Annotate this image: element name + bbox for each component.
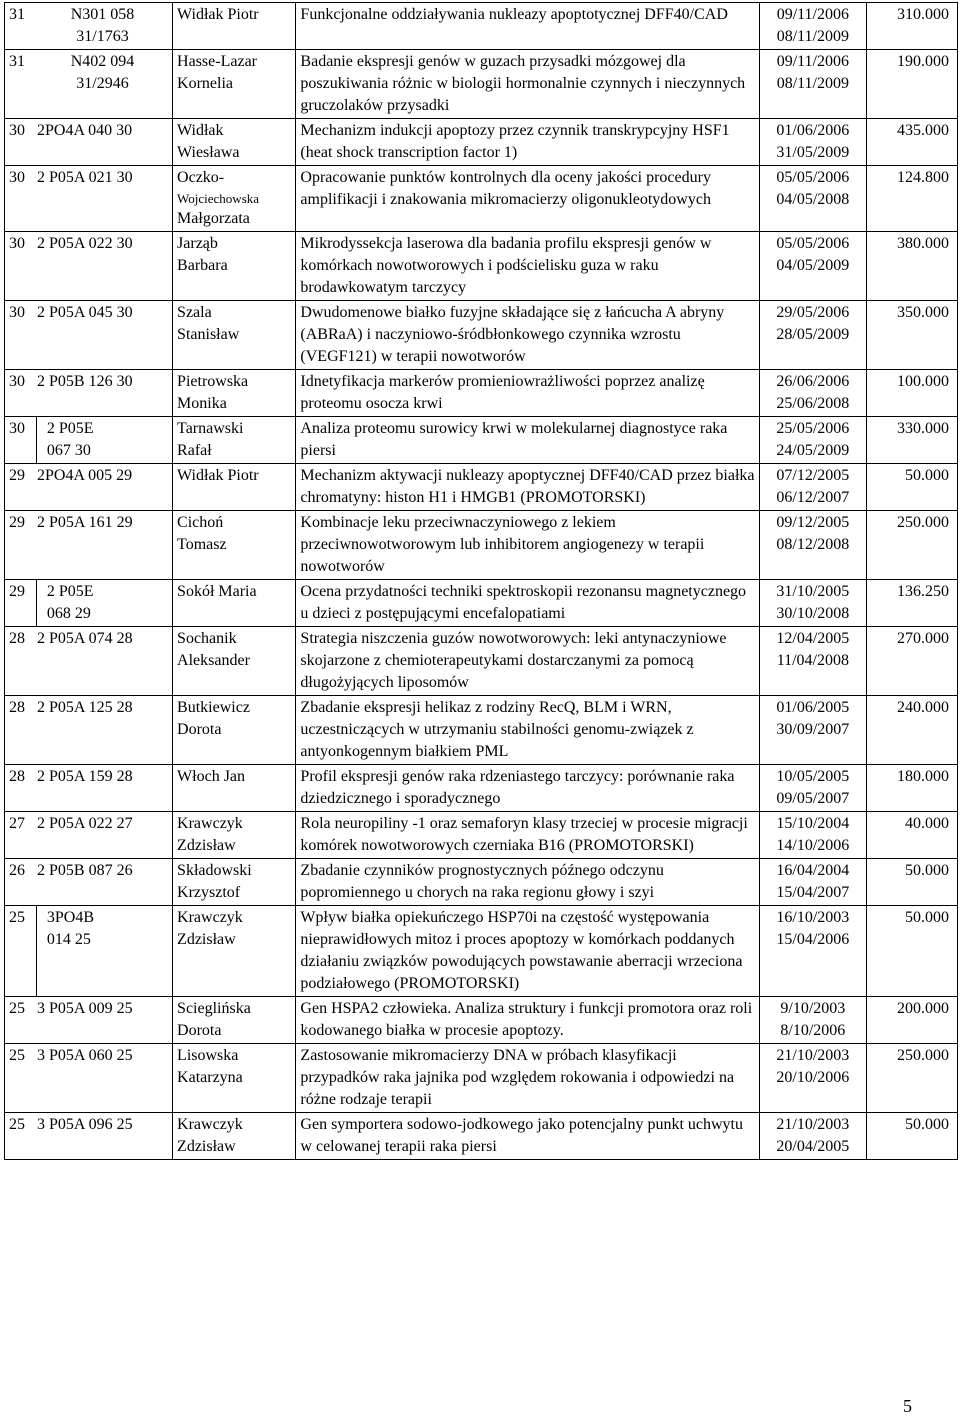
grant-id-group [9, 302, 168, 324]
manager-cell [173, 166, 296, 232]
project-dates: 16/10/2003 15/04/2006 [776, 909, 850, 948]
project-dates: 21/10/2003 20/10/2006 [776, 1047, 850, 1086]
project-title-cell [296, 696, 760, 765]
manager-name-line: Krawczyk [177, 909, 243, 926]
manager-name-line: Katarzyna [177, 1069, 243, 1086]
grant-amount: 240.000 [897, 699, 949, 716]
grant-number-cell [5, 1113, 173, 1160]
manager-name-line: Krawczyk [177, 815, 243, 832]
manager-name-line: Scieglińska [177, 1000, 251, 1017]
manager-name-line: Zdzisław [177, 1138, 236, 1155]
grant-amount: 435.000 [897, 122, 949, 139]
project-title: Zastosowanie mikromacierzy DNA w próbach klasyfikacji przypadków raka jajnika pod względem rokowania i odpowiedzi na różne rodzaje terapii [300, 1047, 735, 1108]
grant-amount: 50.000 [905, 467, 949, 484]
grant-number: 2 P05A 161 29 [37, 514, 133, 531]
manager-cell [173, 906, 296, 997]
project-title-cell [296, 859, 760, 906]
dates-cell [760, 580, 866, 627]
manager-cell [173, 3, 296, 50]
project-title: Opracowanie punktów kontrolnych dla oceny jakości procedury amplifikacji i znakowania mikromacierzy oligonukleotydowych [300, 169, 711, 208]
manager-cell [173, 580, 296, 627]
manager-name-line: Tomasz [177, 536, 227, 553]
amount-cell [866, 3, 957, 50]
grant-amount: 180.000 [897, 768, 949, 785]
project-dates: 29/05/2006 28/05/2009 [776, 304, 850, 343]
amount-cell [866, 511, 957, 580]
dates-cell [760, 812, 866, 859]
grant-number-cell [5, 166, 173, 232]
dates-cell [760, 301, 866, 370]
grant-amount: 50.000 [905, 909, 949, 926]
amount-cell [866, 119, 957, 166]
manager-name-line: Tarnawski [177, 420, 244, 437]
grant-row [5, 1113, 958, 1160]
project-title: Wpływ białka opiekuńczego HSP70i na częstość występowania nieprawidłowych mitoz i proces apoptozy w komórkach poddanych działaniu związków powodujących powstawanie aberracji wrzeciona podziałowego (PROMOTORSKI) [300, 909, 743, 992]
manager-cell [173, 511, 296, 580]
project-dates: 05/05/2006 04/05/2009 [776, 235, 850, 274]
manager-name-line: Aleksander [177, 652, 250, 669]
amount-cell [866, 417, 957, 464]
grant-id-group [9, 233, 168, 255]
category-number: 30 [9, 304, 25, 321]
manager-name-line: Wiesława [177, 144, 240, 161]
grant-number: 2 P05A 159 28 [37, 768, 133, 785]
dates-cell [760, 765, 866, 812]
dates-cell [760, 232, 866, 301]
grant-row [5, 765, 958, 812]
manager-name-line: Małgorzata [177, 210, 250, 227]
amount-cell [866, 906, 957, 997]
grant-id-group [9, 1114, 168, 1136]
project-title-cell [296, 417, 760, 464]
amount-cell [866, 812, 957, 859]
manager-name-line: Butkiewicz [177, 699, 250, 716]
project-title: Dwudomenowe białko fuzyjne składające się z łańcucha A abryny (ABRaA) i naczyniowo-śródbłonkowego czynnika wzrostu (VEGF121) w terapii nowotworów [300, 304, 725, 365]
amount-cell [866, 370, 957, 417]
grant-amount: 100.000 [897, 373, 949, 390]
grant-row [5, 1044, 958, 1113]
grant-row [5, 370, 958, 417]
category-number: 29 [9, 514, 25, 531]
amount-cell [866, 765, 957, 812]
grant-id-group [9, 120, 168, 142]
grant-id-group [9, 4, 168, 48]
category-number: 30 [9, 420, 25, 437]
project-dates: 10/05/2005 09/05/2007 [776, 768, 850, 807]
manager-name-line: Oczko- [177, 169, 225, 186]
category-number: 30 [9, 373, 25, 390]
grant-row [5, 417, 958, 464]
grant-number-cell [5, 997, 173, 1044]
manager-cell [173, 232, 296, 301]
grant-row [5, 859, 958, 906]
grant-amount: 250.000 [897, 514, 949, 531]
grant-id-group [9, 512, 168, 534]
grant-id-group [9, 1045, 168, 1067]
grant-amount: 190.000 [897, 53, 949, 70]
grant-id-group [9, 51, 168, 95]
project-title-cell [296, 906, 760, 997]
category-number: 25 [9, 1000, 25, 1017]
project-title: Strategia niszczenia guzów nowotworowych: leki antynaczyniowe skojarzone z chemioterapeutykami dostarczanymi za pomocą długożyjących liposomów [300, 630, 727, 691]
amount-cell [866, 1113, 957, 1160]
project-title-cell [296, 232, 760, 301]
grant-number: 2 P05A 074 28 [37, 630, 133, 647]
manager-name-line: Hasse-Lazar [177, 53, 257, 70]
dates-cell [760, 627, 866, 696]
project-title: Rola neuropiliny -1 oraz semaforyn klasy trzeciej w procesie migracji komórek nowotworowych czerniaka B16 (PROMOTORSKI) [300, 815, 748, 854]
grant-number-cell [5, 50, 173, 119]
manager-cell [173, 997, 296, 1044]
grant-number-cell [5, 119, 173, 166]
grant-number-cell [36, 417, 172, 464]
manager-name-line: Zdzisław [177, 931, 236, 948]
grant-number: 3 P05A 060 25 [37, 1047, 133, 1064]
grant-row [5, 119, 958, 166]
dates-cell [760, 511, 866, 580]
manager-name-line: Widłak Piotr [177, 6, 259, 23]
project-title: Ocena przydatności techniki spektroskopii rezonansu magnetycznego u dzieci z postępującymi encefalopatiami [300, 583, 747, 622]
grant-number: 2 P05E 067 30 [46, 420, 94, 459]
project-dates: 07/12/2005 06/12/2007 [776, 467, 850, 506]
project-title: Badanie ekspresji genów w guzach przysadki mózgowej dla poszukiwania różnic w biologii hormonalnie czynnych i nieczynnych gruczolaków przysadki [300, 53, 746, 114]
amount-cell [866, 166, 957, 232]
grant-row [5, 232, 958, 301]
manager-cell [173, 417, 296, 464]
grant-number: 2 P05A 125 28 [37, 699, 133, 716]
manager-name-line: Włoch Jan [177, 768, 246, 785]
manager-name-line: Sochanik [177, 630, 237, 647]
project-title: Analiza proteomu surowicy krwi w molekularnej diagnostyce raka piersi [300, 420, 728, 459]
grant-number: N402 094 31/2946 [70, 53, 135, 92]
project-dates: 12/04/2005 11/04/2008 [776, 630, 850, 669]
amount-cell [866, 859, 957, 906]
project-title-cell [296, 627, 760, 696]
manager-name-line: Kornelia [177, 75, 234, 92]
manager-name-line: Krzysztof [177, 884, 241, 901]
project-title: Profil ekspresji genów raka rdzeniastego tarczycy: porównanie raka dziedzicznego i sporadycznego [300, 768, 735, 807]
grant-amount: 136.250 [897, 583, 949, 600]
category-number: 28 [9, 768, 25, 785]
manager-name-line: Dorota [177, 721, 222, 738]
grant-row [5, 627, 958, 696]
grant-number-cell [5, 232, 173, 301]
project-title-cell [296, 1044, 760, 1113]
manager-name-line: Pietrowska [177, 373, 249, 390]
grant-number-cell [5, 301, 173, 370]
grant-amount: 330.000 [897, 420, 949, 437]
project-dates: 05/05/2006 04/05/2008 [776, 169, 850, 208]
category-number: 27 [9, 815, 25, 832]
amount-cell [866, 232, 957, 301]
project-dates: 21/10/2003 20/04/2005 [776, 1116, 850, 1155]
grant-row [5, 50, 958, 119]
category-number: 28 [9, 630, 25, 647]
project-title-cell [296, 50, 760, 119]
grant-id-group [9, 465, 168, 487]
grant-id-group [9, 860, 168, 882]
category-number: 30 [9, 235, 25, 252]
grant-row [5, 301, 958, 370]
manager-name-line: Widłak Piotr [177, 467, 259, 484]
grant-id-group [9, 813, 168, 835]
category-cell [5, 417, 37, 464]
grant-row [5, 166, 958, 232]
project-title: Gen HSPA2 człowieka. Analiza struktury i funkcji promotora oraz roli kodowanego białka w procesie apoptozy. [300, 1000, 753, 1039]
category-number: 28 [9, 699, 25, 716]
grant-number: N301 058 31/1763 [70, 6, 135, 45]
grant-number: 2 P05B 087 26 [37, 862, 133, 879]
category-number: 31 [9, 53, 25, 70]
grant-id-group [9, 697, 168, 719]
grant-number-cell [36, 906, 172, 997]
grant-number-cell [5, 765, 173, 812]
project-dates: 09/12/2005 08/12/2008 [776, 514, 850, 553]
manager-name-line: Zdzisław [177, 837, 236, 854]
dates-cell [760, 696, 866, 765]
grant-number: 2 P05A 045 30 [37, 304, 133, 321]
grant-id-group [9, 167, 168, 189]
grant-amount: 50.000 [905, 1116, 949, 1133]
project-title: Funkcjonalne oddziaływania nukleazy apoptotycznej DFF40/CAD [300, 6, 728, 23]
manager-name-line: Dorota [177, 1022, 222, 1039]
project-title-cell [296, 464, 760, 511]
project-title-cell [296, 1113, 760, 1160]
category-number: 26 [9, 862, 25, 879]
grant-row [5, 580, 958, 627]
grant-id-group [9, 998, 168, 1020]
dates-cell [760, 50, 866, 119]
project-title-cell [296, 997, 760, 1044]
grant-number-cell [5, 1044, 173, 1113]
grant-number-cell [5, 370, 173, 417]
category-cell [5, 580, 37, 627]
category-number: 25 [9, 1116, 25, 1133]
manager-cell [173, 812, 296, 859]
dates-cell [760, 1113, 866, 1160]
project-title-cell [296, 580, 760, 627]
grants-table-body [5, 3, 958, 1160]
grant-number-cell [5, 627, 173, 696]
grant-number: 2PO4A 005 29 [37, 467, 133, 484]
project-dates: 09/11/2006 08/11/2009 [776, 53, 849, 92]
project-dates: 31/10/2005 30/10/2008 [776, 583, 850, 622]
manager-cell [173, 370, 296, 417]
grant-row [5, 812, 958, 859]
amount-cell [866, 997, 957, 1044]
manager-cell [173, 1044, 296, 1113]
dates-cell [760, 166, 866, 232]
project-title: Kombinacje leku przeciwnaczyniowego z lekiem przeciwnowotworowym lub inhibitorem angiogenezy w terapii nowotworów [300, 514, 705, 575]
project-title-cell [296, 765, 760, 812]
grant-number-cell [36, 580, 172, 627]
manager-cell [173, 859, 296, 906]
project-title: Gen symportera sodowo-jodkowego jako potencjalny punkt uchwytu w celowanej terapii raka piersi [300, 1116, 743, 1155]
grant-amount: 124.800 [897, 169, 949, 186]
dates-cell [760, 859, 866, 906]
grant-number-cell [5, 511, 173, 580]
manager-name-line: Wojciechowska [177, 191, 260, 206]
grant-amount: 270.000 [897, 630, 949, 647]
grant-number: 3 P05A 009 25 [37, 1000, 133, 1017]
grant-row [5, 696, 958, 765]
grant-id-group [9, 371, 168, 393]
manager-name-line: Szala [177, 304, 212, 321]
manager-cell [173, 1113, 296, 1160]
grant-number-cell [5, 859, 173, 906]
category-number: 30 [9, 122, 25, 139]
category-number: 29 [9, 467, 25, 484]
grant-row [5, 511, 958, 580]
grant-amount: 50.000 [905, 862, 949, 879]
grant-number: 2 P05A 021 30 [37, 169, 133, 186]
project-title-cell [296, 301, 760, 370]
project-title-cell [296, 3, 760, 50]
manager-name-line: Składowski [177, 862, 252, 879]
category-number: 25 [9, 909, 25, 926]
grant-row [5, 3, 958, 50]
grant-row [5, 906, 958, 997]
manager-name-line: Jarząb [177, 235, 218, 252]
manager-cell [173, 50, 296, 119]
amount-cell [866, 50, 957, 119]
manager-cell [173, 627, 296, 696]
project-title-cell [296, 511, 760, 580]
grant-number: 2 P05A 022 30 [37, 235, 133, 252]
project-title: Mikrodyssekcja laserowa dla badania profilu ekspresji genów w komórkach nowotworowych i podścielisku guza w raku brodawkowatym tarczycy [300, 235, 712, 296]
amount-cell [866, 1044, 957, 1113]
grant-id-group [9, 766, 168, 788]
project-dates: 26/06/2006 25/06/2008 [776, 373, 850, 412]
project-title: Idnetyfikacja markerów promieniowrażliwości poprzez analizę proteomu osocza krwi [300, 373, 705, 412]
project-title: Mechanizm indukcji apoptozy przez czynnik transkrypcyjny HSF1 (heat shock transcription factor 1) [300, 122, 730, 161]
category-number: 31 [9, 6, 25, 23]
grant-row [5, 464, 958, 511]
manager-name-line: Barbara [177, 257, 228, 274]
category-number: 29 [9, 583, 25, 600]
project-dates: 01/06/2006 31/05/2009 [776, 122, 850, 161]
grant-number: 3PO4B 014 25 [46, 909, 95, 948]
manager-name-line: Rafał [177, 442, 212, 459]
page-number: 5 [903, 1396, 912, 1416]
grant-number: 2 P05E 068 29 [46, 583, 94, 622]
amount-cell [866, 580, 957, 627]
grant-number-cell [5, 3, 173, 50]
dates-cell [760, 906, 866, 997]
manager-cell [173, 464, 296, 511]
project-title: Zbadanie czynników prognostycznych późnego odczynu popromiennego u chorych na raka regionu głowy i szyi [300, 862, 664, 901]
amount-cell [866, 464, 957, 511]
grant-number-cell [5, 464, 173, 511]
grant-row [5, 997, 958, 1044]
grant-number: 2 P05B 126 30 [37, 373, 133, 390]
grant-amount: 40.000 [905, 815, 949, 832]
dates-cell [760, 464, 866, 511]
grant-amount: 250.000 [897, 1047, 949, 1064]
category-number: 25 [9, 1047, 25, 1064]
dates-cell [760, 417, 866, 464]
dates-cell [760, 997, 866, 1044]
grant-amount: 350.000 [897, 304, 949, 321]
grant-number: 3 P05A 096 25 [37, 1116, 133, 1133]
dates-cell [760, 370, 866, 417]
project-dates: 25/05/2006 24/05/2009 [776, 420, 850, 459]
project-dates: 09/11/2006 08/11/2009 [776, 6, 849, 45]
grants-table [4, 2, 958, 1160]
grant-number-cell [5, 696, 173, 765]
project-dates: 16/04/2004 15/04/2007 [776, 862, 850, 901]
project-title-cell [296, 370, 760, 417]
project-title: Zbadanie ekspresji helikaz z rodziny RecQ, BLM i WRN, uczestniczących w utrzymaniu stabilności genomu-związek z antyonkogennym białkiem PML [300, 699, 694, 760]
manager-name-line: Widłak [177, 122, 224, 139]
category-number: 30 [9, 169, 25, 186]
grant-amount: 310.000 [897, 6, 949, 23]
project-dates: 01/06/2005 30/09/2007 [776, 699, 850, 738]
amount-cell [866, 696, 957, 765]
grant-number: 2 P05A 022 27 [37, 815, 133, 832]
manager-cell [173, 765, 296, 812]
project-title-cell [296, 812, 760, 859]
grant-amount: 380.000 [897, 235, 949, 252]
manager-name-line: Monika [177, 395, 227, 412]
manager-cell [173, 696, 296, 765]
manager-name-line: Cichoń [177, 514, 224, 531]
manager-name-line: Stanisław [177, 326, 240, 343]
grant-number-cell [5, 812, 173, 859]
manager-cell [173, 301, 296, 370]
dates-cell [760, 1044, 866, 1113]
grant-number: 2PO4A 040 30 [37, 122, 133, 139]
category-cell [5, 906, 37, 997]
grant-id-group [9, 628, 168, 650]
manager-cell [173, 119, 296, 166]
grant-amount: 200.000 [897, 1000, 949, 1017]
amount-cell [866, 301, 957, 370]
dates-cell [760, 119, 866, 166]
project-title-cell [296, 166, 760, 232]
amount-cell [866, 627, 957, 696]
project-title: Mechanizm aktywacji nukleazy apoptycznej DFF40/CAD przez białka chromatyny: histon H1 i HMGB1 (PROMOTORSKI) [300, 467, 755, 506]
manager-name-line: Sokół Maria [177, 583, 257, 600]
manager-name-line: Krawczyk [177, 1116, 243, 1133]
project-dates: 15/10/2004 14/10/2006 [776, 815, 850, 854]
project-dates: 9/10/2003 8/10/2006 [780, 1000, 846, 1039]
dates-cell [760, 3, 866, 50]
project-title-cell [296, 119, 760, 166]
manager-name-line: Lisowska [177, 1047, 239, 1064]
